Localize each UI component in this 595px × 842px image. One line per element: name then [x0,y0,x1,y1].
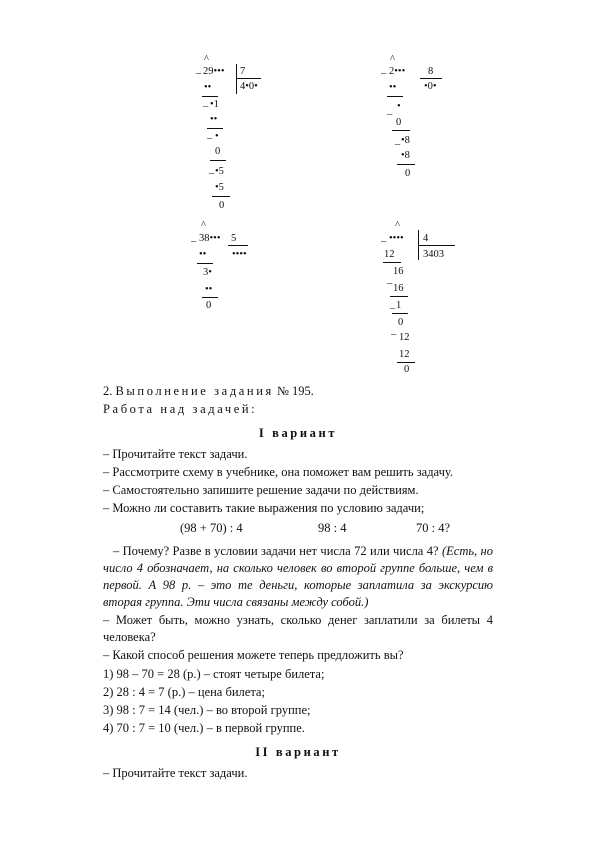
dividend: 2••• [389,66,406,77]
step-line [390,296,408,297]
minus-sign: – [387,278,393,289]
division-bar [236,64,237,94]
expression: 98 : 4 [318,521,347,535]
step-line [202,96,218,97]
question-text: – Почему? Разве в условии задачи нет числа 72 или числа 4? [113,544,439,558]
instruction-line: – Самостоятельно запишите решение задачи по действиям. [103,483,419,497]
instruction-line: – Прочитайте текст задачи. [103,447,248,461]
minus-sign: – [381,236,387,247]
minus-sign: – [207,133,213,144]
step-value: •1 [210,99,219,110]
solution-step: 2) 28 : 4 = 7 (р.) – цена билета; [103,685,265,699]
step-value: •8 [401,150,410,161]
question-line: – Какой способ решения можете теперь предложить вы? [103,648,404,662]
solution-step: 3) 98 : 7 = 14 (чел.) – во второй группе; [103,703,311,717]
expression: 70 : 4? [416,521,451,535]
step-value: 0 [398,317,404,328]
task-number: 2. [103,384,113,398]
minus-sign: – [209,168,215,179]
minus-sign: – [391,329,397,340]
step-value: • [215,131,219,142]
step-value: 16 [393,266,404,277]
quotient: 4•0• [240,81,258,92]
divisor-line [419,245,455,246]
step-value: •5 [215,182,224,193]
caret-mark: ^ [390,54,395,65]
step-line [397,164,415,165]
minus-sign: – [390,303,396,314]
step-line [397,362,415,363]
step-value: 0 [405,168,411,179]
quotient: 3403 [423,249,444,260]
step-value: 0 [219,200,225,211]
step-line [392,313,408,314]
dividend: 38••• [199,233,221,244]
step-value: • [397,101,401,112]
step-value: •8 [401,135,410,146]
step-value: 12 [384,249,395,260]
divisor: 7 [240,66,246,77]
divisor: 5 [231,233,237,244]
task-subheading: Работа над задачей: [103,402,258,416]
task-heading-text: Выполнение задания [115,384,274,398]
step-line [197,263,213,264]
step-value: 1 [396,300,402,311]
step-line [387,96,403,97]
step-value: 12 [399,332,410,343]
step-value: •• [204,82,212,93]
step-value: 0 [396,117,402,128]
task-exercise-number: № 195. [277,384,314,398]
step-line [210,160,226,161]
expression: (98 + 70) : 4 [180,521,243,535]
answer-note: (Есть, но число 4 обозначает, на сколько человек во второй группе больше, чем в первой. А 98 р. – это те деньги, которые заплатила за экскурсию вторая группа. Эти числа связаны между собой.) [103,544,494,609]
divisor: 4 [423,233,429,244]
caret-mark: ^ [395,220,400,231]
divisor-line [237,78,261,79]
instruction-line: – Можно ли составить такие выражения по условию задачи; [103,501,425,515]
instruction-line: – Прочитайте текст задачи. [103,766,248,780]
step-value: 3• [203,267,212,278]
step-value: •• [199,249,207,260]
divisor: 8 [428,66,434,77]
step-line [202,297,218,298]
step-value: •• [389,82,397,93]
step-value: 0 [404,364,410,375]
minus-sign: – [381,68,387,79]
step-line [212,196,230,197]
quotient: •••• [232,249,247,260]
step-value: •• [210,114,218,125]
minus-sign: – [191,236,197,247]
instruction-line: – Рассмотрите схему в учебнике, она поможет вам решить задачу. [103,465,454,479]
solution-step: 1) 98 – 70 = 28 (р.) – стоят четыре билета; [103,667,325,681]
step-value: 12 [399,349,410,360]
dividend: •••• [389,233,404,244]
step-line [383,262,401,263]
minus-sign: – [203,101,209,112]
solution-step: 4) 70 : 7 = 10 (чел.) – в первой группе. [103,721,305,735]
question-paragraph: – Может быть, можно узнать, сколько денег заплатили за билеты 4 человека? [103,613,493,644]
divisor-line [420,78,442,79]
minus-sign: – [395,139,401,150]
step-value: •• [205,284,213,295]
divisor-line [228,245,248,246]
step-value: 16 [393,283,404,294]
minus-sign: – [387,109,393,120]
step-line [392,130,410,131]
dividend: 29••• [203,66,225,77]
step-value: 0 [206,300,212,311]
task-heading [103,383,314,400]
variant-2-title: II вариант [255,745,341,759]
caret-mark: ^ [204,54,209,65]
step-value: •5 [215,166,224,177]
question-paragraph [103,543,493,611]
quotient: •0• [424,81,437,92]
step-value: 0 [215,146,221,157]
minus-sign: – [196,68,202,79]
caret-mark: ^ [201,220,206,231]
step-line [207,128,223,129]
variant-1-title: I вариант [258,426,338,440]
